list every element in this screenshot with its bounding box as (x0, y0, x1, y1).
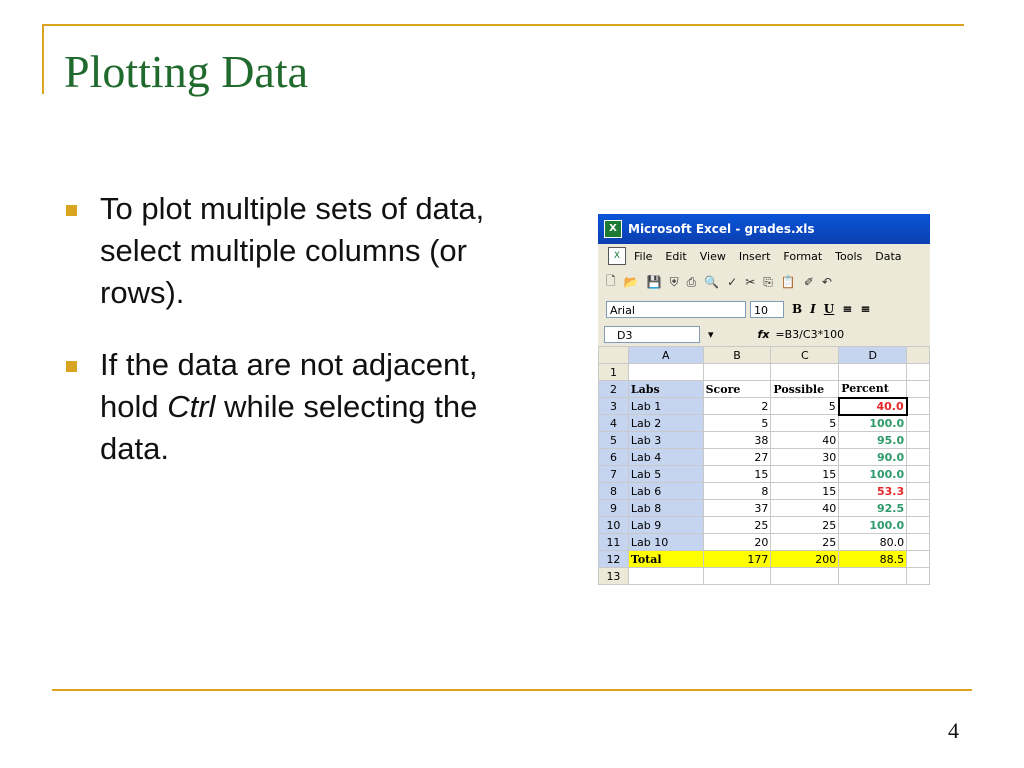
menu-data[interactable]: Data (875, 249, 902, 263)
column-header-d[interactable]: D (839, 347, 907, 364)
cell-c[interactable]: Possible (771, 381, 839, 398)
workbook-icon[interactable]: X (608, 247, 626, 265)
page-number: 4 (948, 718, 959, 743)
cell-a[interactable]: Lab 2 (628, 415, 703, 432)
standard-toolbar (598, 268, 930, 296)
select-all-corner[interactable] (599, 347, 629, 364)
cell-d[interactable]: 80.0 (839, 534, 907, 551)
row-header[interactable]: 13 (599, 568, 629, 585)
row-header[interactable]: 7 (599, 466, 629, 483)
cell-b[interactable]: 177 (703, 551, 771, 568)
cell-a[interactable] (628, 364, 703, 381)
cell-e[interactable] (907, 415, 930, 432)
table-row (599, 551, 930, 568)
cell-c[interactable]: 25 (771, 517, 839, 534)
cell-a[interactable]: Lab 4 (628, 449, 703, 466)
cell-c[interactable]: 15 (771, 466, 839, 483)
cell-e[interactable] (907, 449, 930, 466)
table-row (599, 415, 930, 432)
cell-e[interactable] (907, 534, 930, 551)
cell-b[interactable]: Score (703, 381, 771, 398)
cell-c[interactable] (771, 568, 839, 585)
formatting-toolbar (598, 296, 930, 322)
cell-b[interactable]: 15 (703, 466, 771, 483)
permission-icon[interactable]: ⛨ (669, 274, 679, 289)
window-title: Microsoft Excel - grades.xls (628, 222, 815, 236)
table-row (599, 364, 930, 381)
underline-button[interactable]: U (823, 302, 835, 316)
menu-file[interactable]: File (634, 249, 653, 263)
menu-bar (598, 244, 930, 268)
spelling-icon[interactable]: ✓ (727, 275, 738, 289)
cell-e[interactable] (907, 466, 930, 483)
row-header[interactable]: 11 (599, 534, 629, 551)
excel-app-icon: X (604, 220, 622, 238)
cell-d[interactable] (839, 568, 907, 585)
cell-a[interactable]: Lab 8 (628, 500, 703, 517)
bullet-text-before: If the data are not adjacent, hold (100, 347, 478, 424)
row-header[interactable]: 6 (599, 449, 629, 466)
cell-e[interactable] (907, 517, 930, 534)
menu-edit[interactable]: Edit (665, 249, 687, 263)
cell-c[interactable]: 15 (771, 483, 839, 500)
font-name-select[interactable]: Arial (606, 301, 746, 318)
cell-e[interactable] (907, 551, 930, 568)
bullet-square-icon (66, 205, 77, 216)
cell-a[interactable]: Lab 9 (628, 517, 703, 534)
cell-b[interactable]: 38 (703, 432, 771, 449)
cell-e[interactable] (907, 568, 930, 585)
cell-e[interactable] (907, 381, 930, 398)
cell-b[interactable]: 37 (703, 500, 771, 517)
cell-e[interactable] (907, 432, 930, 449)
row-header[interactable]: 3 (599, 398, 629, 415)
table-row (599, 449, 930, 466)
cell-d[interactable]: 100.0 (839, 466, 907, 483)
cell-d[interactable]: 90.0 (839, 449, 907, 466)
cell-a[interactable]: Lab 1 (628, 398, 703, 415)
align-left-icon[interactable]: ≡ (842, 302, 853, 316)
row-header[interactable]: 10 (599, 517, 629, 534)
cell-c[interactable]: 5 (771, 398, 839, 415)
cell-c[interactable]: 5 (771, 415, 839, 432)
row-header[interactable]: 4 (599, 415, 629, 432)
bullet-text: To plot multiple sets of data, select multiple columns (or rows). (100, 191, 485, 310)
row-header[interactable]: 1 (599, 364, 629, 381)
slide-bottom-rule (52, 689, 972, 691)
menu-format[interactable]: Format (783, 249, 823, 263)
cell-d[interactable]: 100.0 (839, 415, 907, 432)
slide-title: Plotting Data (64, 46, 309, 97)
table-row (599, 568, 930, 585)
format-painter-icon[interactable]: ✐ (803, 275, 814, 289)
bullet-square-icon (66, 361, 77, 372)
row-header[interactable]: 2 (599, 381, 629, 398)
column-header-b[interactable]: B (703, 347, 771, 364)
cell-b[interactable] (703, 364, 771, 381)
cell-d[interactable] (839, 364, 907, 381)
bullet-text-italic: Ctrl (167, 389, 216, 424)
cell-b[interactable] (703, 568, 771, 585)
cell-a[interactable]: Lab 6 (628, 483, 703, 500)
fx-label: fx (757, 327, 770, 341)
menu-tools[interactable]: Tools (835, 249, 863, 263)
cell-e[interactable] (907, 483, 930, 500)
print-preview-icon[interactable]: 🔍 (704, 275, 720, 289)
cell-d[interactable]: 53.3 (839, 483, 907, 500)
active-cell-d3[interactable]: 40.0 (839, 398, 907, 415)
name-box[interactable]: D3 (604, 326, 700, 343)
cell-d[interactable]: 95.0 (839, 432, 907, 449)
bullet-item (64, 344, 544, 470)
spreadsheet-grid (598, 346, 930, 585)
cell-c[interactable]: 25 (771, 534, 839, 551)
row-header[interactable]: 8 (599, 483, 629, 500)
bullet-item (64, 188, 544, 314)
cell-c[interactable]: 200 (771, 551, 839, 568)
cut-icon[interactable]: ✂ (745, 275, 756, 289)
cell-b[interactable]: 25 (703, 517, 771, 534)
column-header-row (599, 347, 930, 364)
cell-b[interactable]: 20 (703, 534, 771, 551)
cell-b[interactable]: 2 (703, 398, 771, 415)
font-size-select[interactable]: 10 (750, 301, 784, 318)
cell-c[interactable]: 30 (771, 449, 839, 466)
cell-d[interactable]: 88.5 (839, 551, 907, 568)
row-header[interactable]: 12 (599, 551, 629, 568)
undo-icon[interactable]: ↶ (821, 275, 832, 289)
italic-button[interactable]: I (810, 302, 816, 316)
row-header[interactable]: 5 (599, 432, 629, 449)
slide-left-rule (42, 24, 44, 94)
bold-button[interactable]: B (792, 302, 803, 316)
formula-input[interactable]: =B3/C3*100 (775, 327, 845, 341)
cell-c[interactable]: 40 (771, 500, 839, 517)
new-icon[interactable]: 🗋 (606, 273, 616, 288)
cell-d[interactable]: Percent (839, 381, 907, 398)
formula-bar (598, 322, 930, 346)
column-header-a[interactable]: A (628, 347, 703, 364)
excel-screenshot (598, 214, 930, 598)
cell-e[interactable] (907, 364, 930, 381)
cell-a[interactable] (628, 568, 703, 585)
print-icon[interactable]: ⎙ (686, 274, 697, 289)
cell-b[interactable]: 8 (703, 483, 771, 500)
excel-titlebar (598, 214, 930, 244)
cell-a[interactable]: Lab 3 (628, 432, 703, 449)
align-center-icon[interactable]: ≡ (860, 302, 871, 316)
paste-icon[interactable]: 📋 (780, 275, 796, 289)
bullet-list (64, 188, 544, 500)
table-row (599, 483, 930, 500)
column-header-c[interactable]: C (771, 347, 839, 364)
table-row (599, 432, 930, 449)
bullet-text-after: while selecting the data. (100, 389, 478, 466)
cell-a[interactable]: Lab 10 (628, 534, 703, 551)
cell-a[interactable]: Labs (628, 381, 703, 398)
menu-view[interactable]: View (699, 249, 726, 263)
cell-e[interactable] (907, 398, 930, 415)
name-box-dropdown-icon[interactable]: ▾ (708, 327, 714, 341)
bullet-text (100, 347, 477, 466)
cell-d[interactable]: 100.0 (839, 517, 907, 534)
table-row (599, 466, 930, 483)
table-row (599, 534, 930, 551)
cell-b[interactable]: 5 (703, 415, 771, 432)
slide-top-rule (42, 24, 964, 26)
cell-c[interactable]: 40 (771, 432, 839, 449)
table-row (599, 398, 930, 415)
cell-a[interactable]: Lab 5 (628, 466, 703, 483)
open-icon[interactable]: 📂 (623, 275, 639, 289)
menu-insert[interactable]: Insert (738, 249, 771, 263)
cell-a[interactable]: Total (628, 551, 703, 568)
cell-b[interactable]: 27 (703, 449, 771, 466)
table-row (599, 381, 930, 398)
cell-c[interactable] (771, 364, 839, 381)
cell-d[interactable]: 92.5 (839, 500, 907, 517)
column-header-e[interactable] (907, 347, 930, 364)
save-icon[interactable]: 💾 (646, 275, 662, 289)
table-row (599, 500, 930, 517)
row-header[interactable]: 9 (599, 500, 629, 517)
cell-e[interactable] (907, 500, 930, 517)
table-row (599, 517, 930, 534)
copy-icon[interactable]: ⎘ (763, 274, 773, 289)
